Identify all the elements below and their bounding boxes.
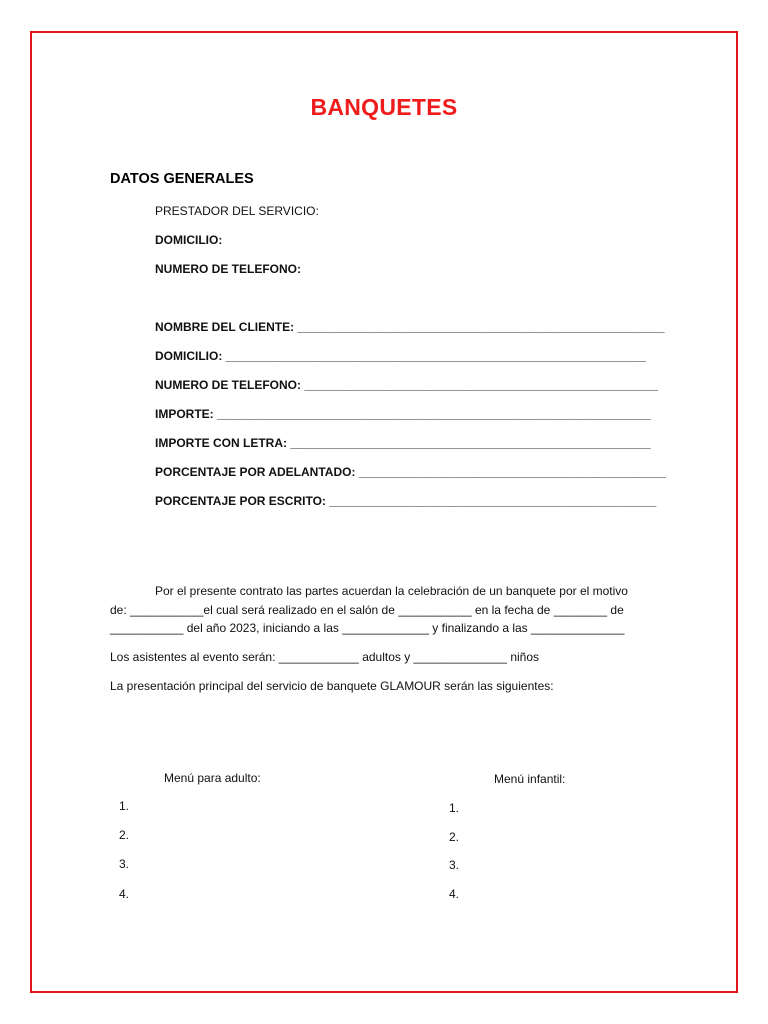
presentation-line: La presentación principal del servicio de banquete GLAMOUR serán las siguientes: [110,679,554,693]
client-name-field: NOMBRE DEL CLIENTE: _______________________________________________________ [155,320,665,334]
adult-menu-item: 2. [119,828,130,842]
contract-line-1: Por el presente contrato las partes acuerdan la celebración de un banquete por el motivo [155,584,628,598]
document-title: BANQUETES [310,94,458,120]
provider-service-label: PRESTADOR DEL SERVICIO: [155,204,319,218]
provider-phone-label: NUMERO DE TELEFONO: [155,262,301,276]
child-menu-item: 4. [449,887,460,901]
advance-percent-field: PORCENTAJE POR ADELANTADO: ______________________________________________ [155,465,666,479]
adult-menu-item: 4. [119,887,130,901]
child-menu-item: 3. [449,858,460,872]
client-address-field: DOMICILIO: _______________________________________________________________ [155,349,647,363]
provider-address-label: DOMICILIO: [155,233,223,247]
section-heading: DATOS GENERALES [110,171,254,187]
amount-field: IMPORTE: _________________________________________________________________ [155,407,651,421]
attendees-line: Los asistentes al evento serán: ____________ adultos y ______________ niños [110,650,540,664]
child-menu-item: 2. [449,830,460,844]
contract-line-2: de: ___________el cual será realizado en el salón de ___________ en la fecha de ________ de [110,602,624,617]
child-menu-title: Menú infantil: [494,772,566,786]
adult-menu-title: Menú para adulto: [164,771,261,785]
amount-words-field: IMPORTE CON LETRA: ______________________________________________________ [155,436,651,450]
client-phone-field: NUMERO DE TELEFONO: _____________________________________________________ [155,378,659,392]
adult-menu-item: 3. [119,857,130,871]
contract-paragraph [110,582,658,638]
child-menu-item: 1. [449,801,460,815]
contract-line-3: ___________ del año 2023, iniciando a las _____________ y finalizando a las ______________ [110,621,625,635]
advance-percent-written-field: PORCENTAJE POR ESCRITO: _________________________________________________ [155,494,657,508]
adult-menu-item: 1. [119,799,130,813]
